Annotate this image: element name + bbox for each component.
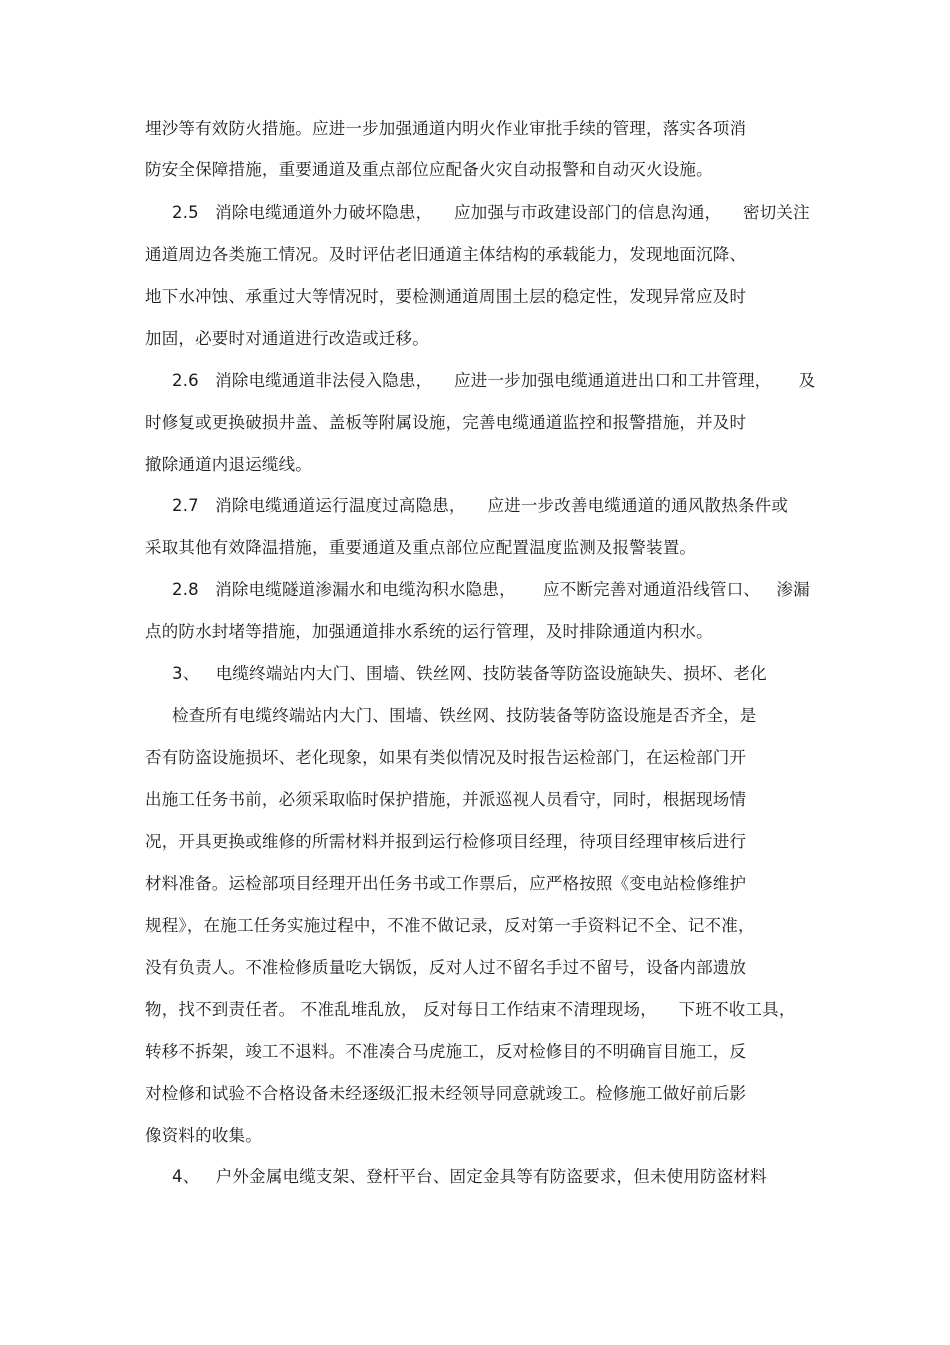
text-line: 2.5 消除电缆通道外力破坏隐患， 应加强与市政建设部门的信息沟通， 密切关注 [172,203,810,222]
text-line: 物，找不到责任者。 不准乱堆乱放， 反对每日工作结束不清理现场， 下班不收工具， [145,1000,796,1019]
text-line: 撤除通道内退运缆线。 [145,455,312,474]
text-line: 通道周边各类施工情况。及时评估老旧通道主体结构的承载能力，发现地面沉降、 [145,245,747,264]
text-line: 防安全保障措施，重要通道及重点部位应配备火灾自动报警和自动灭火设施。 [145,160,713,179]
text-line: 加固，必要时对通道进行改造或迁移。 [145,329,429,348]
text-line: 点的防水封堵等措施，加强通道排水系统的运行管理，及时排除通道内积水。 [145,622,713,641]
text-line: 埋沙等有效防火措施。应进一步加强通道内明火作业审批手续的管理，落实各项消 [145,119,747,138]
text-line: 地下水冲蚀、承重过大等情况时，要检测通道周围土层的稳定性，发现异常应及时 [145,287,747,306]
text-line: 采取其他有效降温措施，重要通道及重点部位应配置温度监测及报警装置。 [145,538,697,557]
text-line: 材料准备。运检部项目经理开出任务书或工作票后，应严格按照《变电站检修维护 [145,874,747,893]
text-line: 时修复或更换破损井盖、盖板等附属设施，完善电缆通道监控和报警措施，并及时 [145,413,747,432]
text-line: 像资料的收集。 [145,1126,262,1145]
text-line: 2.7 消除电缆通道运行温度过高隐患， 应进一步改善电缆通道的通风散热条件或 [172,496,789,515]
text-line: 出施工任务书前，必须采取临时保护措施，并派巡视人员看守，同时，根据现场情 [145,790,747,809]
text-line: 检查所有电缆终端站内大门、围墙、铁丝网、技防装备等防盗设施是否齐全，是 [172,706,757,725]
text-line: 2.8 消除电缆隧道渗漏水和电缆沟积水隐患， 应不断完善对通道沿线管口、 渗漏 [172,580,810,599]
text-line: 没有负责人。不准检修质量吃大锅饭，反对人过不留名手过不留号，设备内部遗放 [145,958,747,977]
text-line: 2.6 消除电缆通道非法侵入隐患， 应进一步加强电缆通道进出口和工井管理， 及 [172,371,816,390]
text-line: 转移不拆架，竣工不退料。不准凑合马虎施工，反对检修目的不明确盲目施工，反 [145,1042,747,1061]
text-line: 3、 电缆终端站内大门、围墙、铁丝网、技防装备等防盗设施缺失、损坏、老化 [172,664,767,683]
text-line: 规程》，在施工任务实施过程中，不准不做记录，反对第一手资料记不全、记不准， [145,916,755,935]
text-line: 况，开具更换或维修的所需材料并报到运行检修项目经理，待项目经理审核后进行 [145,832,747,851]
text-line: 对检修和试验不合格设备未经逐级汇报未经领导同意就竣工。检修施工做好前后影 [145,1084,747,1103]
text-line: 否有防盗设施损坏、老化现象，如果有类似情况及时报告运检部门，在运检部门开 [145,748,747,767]
text-line: 4、 户外金属电缆支架、登杆平台、固定金具等有防盗要求，但未使用防盗材料 [172,1167,767,1186]
